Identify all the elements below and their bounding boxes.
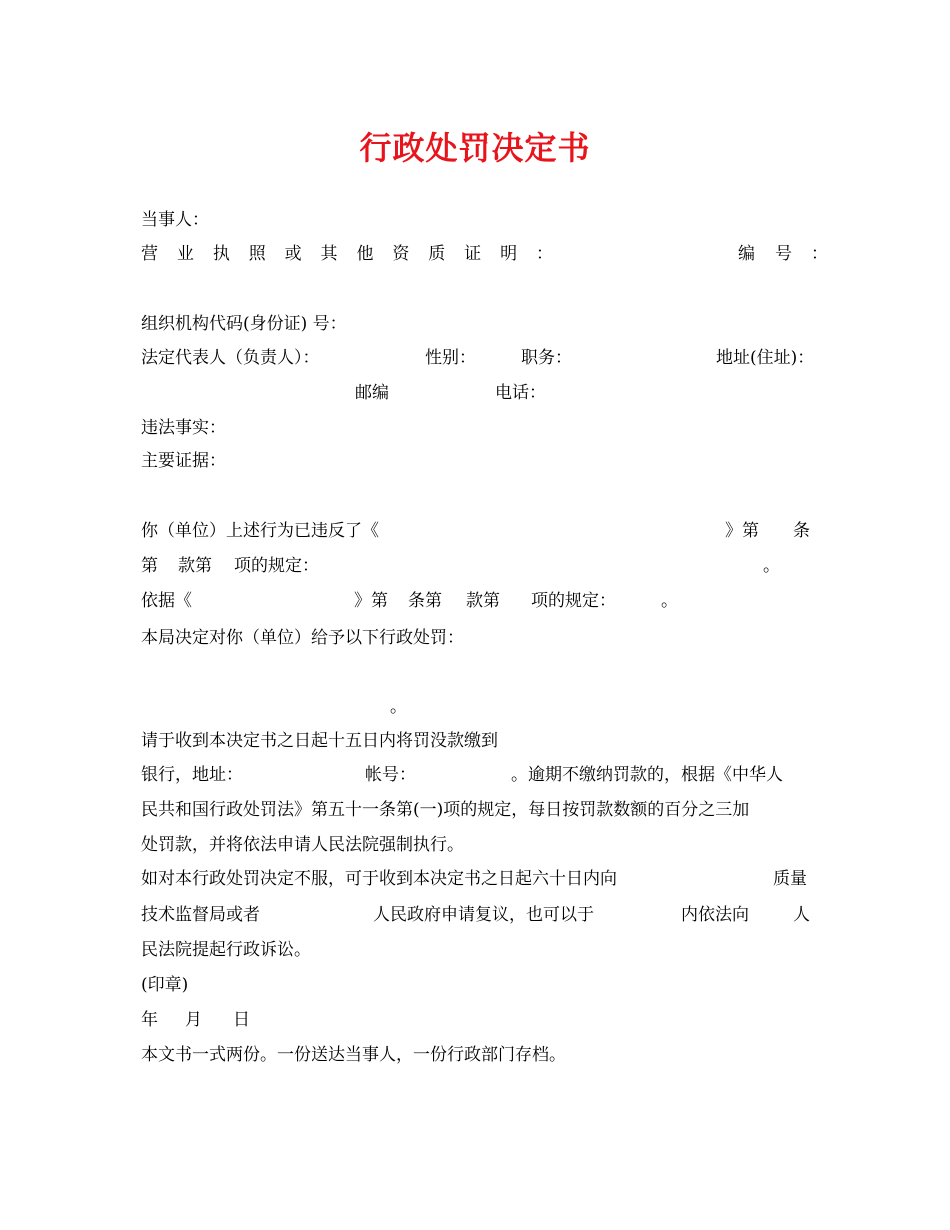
violation-text-c: 条	[793, 521, 810, 541]
representative-line	[141, 343, 815, 373]
license-char: 或	[284, 244, 302, 264]
violation-text-a: 你（单位）上述行为已违反了《	[141, 521, 379, 541]
appeal-text-2c: 内依法向	[681, 905, 749, 925]
number-char: 号	[775, 244, 792, 264]
violation-line-2	[141, 551, 811, 581]
license-char: 他	[356, 244, 374, 264]
basis-text-d: 款第	[466, 591, 500, 611]
license-line	[141, 239, 828, 269]
party-line	[141, 205, 811, 235]
license-char: 照	[248, 244, 266, 264]
license-char: 业	[176, 244, 194, 264]
appeal-text-3: 民法院提起行政诉讼。	[141, 940, 311, 960]
payment-line-3	[141, 795, 811, 825]
payment-account-label: 帐号：	[365, 765, 416, 785]
basis-text-b: 》第	[354, 591, 388, 611]
appeal-text-2d: 人	[793, 905, 810, 925]
appeal-text-2a: 技术监督局或者	[141, 905, 260, 925]
payment-text-1: 请于收到本决定书之日起十五日内将罚没款缴到	[141, 731, 498, 751]
number-colon: ：	[811, 244, 828, 264]
license-label	[141, 239, 553, 269]
footer-line	[141, 1040, 811, 1070]
date-line	[141, 1005, 811, 1035]
payment-text-3: 民共和国行政处罚法》第五十一条第(一)项的规定，每日按罚款数额的百分之三加	[141, 800, 750, 820]
license-char: 执	[212, 244, 230, 264]
appeal-line-2	[141, 900, 811, 930]
decision-line	[141, 623, 811, 653]
evidence-line	[141, 446, 811, 476]
footer-note: 本文书一式两份。一份送达当事人，一份行政部门存档。	[141, 1045, 566, 1065]
contact-line	[141, 378, 811, 408]
license-char: 其	[320, 244, 338, 264]
license-char: 明	[500, 244, 518, 264]
number-char: 编	[738, 244, 755, 264]
org-code-label: 组织机构代码(身份证) 号：	[141, 314, 347, 334]
payment-line-2	[141, 760, 811, 790]
evidence-label: 主要证据：	[141, 451, 226, 471]
seal-line	[141, 970, 811, 1000]
violation-line2-a: 第	[141, 556, 158, 576]
representative-label: 法定代表人（负责人）：	[141, 348, 320, 368]
facts-label: 违法事实：	[141, 418, 226, 438]
position-label: 职务：	[521, 348, 572, 368]
org-code-line	[141, 309, 811, 339]
decision-label: 本局决定对你（单位）给予以下行政处罚：	[141, 628, 464, 648]
basis-line	[141, 586, 811, 616]
appeal-text-2b: 人民政府申请复议，也可以于	[373, 905, 594, 925]
payment-bank-label: 银行，地址：	[141, 765, 243, 785]
violation-line2-end: 。	[763, 556, 780, 576]
violation-line2-b: 款第	[178, 556, 212, 576]
gender-label: 性别：	[425, 348, 476, 368]
violation-text-b: 》第	[725, 521, 759, 541]
postcode-label: 邮编	[355, 383, 389, 403]
payment-text-4: 处罚款，并将依法申请人民法院强制执行。	[141, 835, 464, 855]
seal-label: (印章)	[141, 975, 189, 995]
violation-line2-c: 项的规定：	[234, 556, 319, 576]
phone-label: 电话：	[495, 383, 546, 403]
party-label: 当事人：	[141, 210, 209, 230]
license-char: 质	[428, 244, 446, 264]
address-label: 地址(住址)：	[716, 348, 815, 368]
payment-line-1	[141, 726, 811, 756]
basis-end: 。	[661, 591, 678, 611]
violation-line	[141, 516, 811, 546]
payment-line-4	[141, 830, 811, 860]
decision-end-line	[141, 692, 811, 722]
license-char: 营	[141, 244, 158, 264]
document-title: 行政处罚决定书	[359, 129, 591, 167]
license-char: ：	[535, 244, 553, 264]
basis-text-e: 项的规定：	[531, 591, 616, 611]
date-month: 月	[185, 1010, 202, 1030]
appeal-text-1: 如对本行政处罚决定不服，可于收到本决定书之日起六十日内向	[141, 869, 617, 889]
license-char: 证	[464, 244, 482, 264]
facts-line	[141, 413, 811, 443]
appeal-line-3	[141, 935, 811, 965]
basis-text-a: 依据《	[141, 591, 192, 611]
appeal-line-1	[141, 864, 811, 894]
date-day: 日	[233, 1010, 250, 1030]
date-year: 年	[141, 1010, 158, 1030]
appeal-quality: 质量	[773, 869, 807, 889]
decision-end: 。	[390, 697, 407, 717]
license-char: 资	[392, 244, 410, 264]
basis-text-c: 条第	[408, 591, 442, 611]
payment-text-rest: 。逾期不缴纳罚款的，根据《中华人	[511, 765, 783, 785]
